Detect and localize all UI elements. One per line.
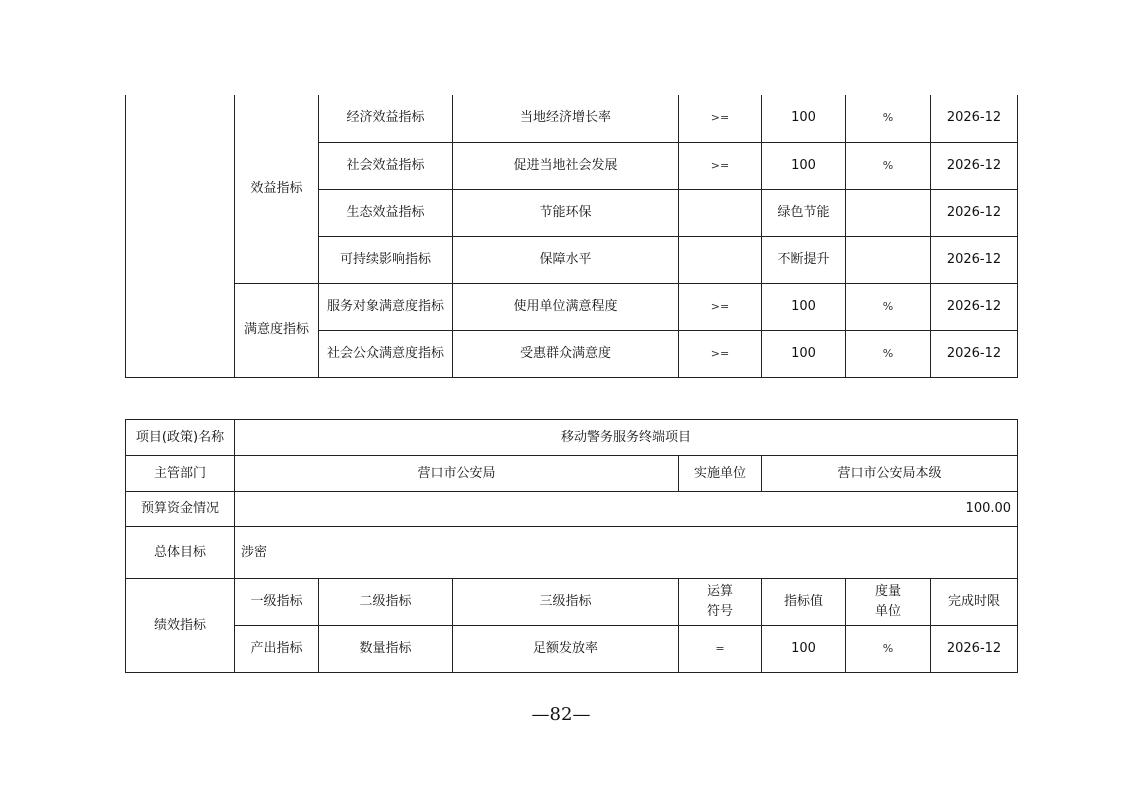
unit: % xyxy=(846,330,931,377)
indicator-value: 绿色节能 xyxy=(762,189,846,236)
level3-indicator: 促进当地社会发展 xyxy=(453,142,679,189)
unit xyxy=(846,189,931,236)
budget-label: 预算资金情况 xyxy=(126,492,235,527)
blank-cell xyxy=(126,95,235,377)
deadline: 2026-12 xyxy=(931,283,1018,330)
level3-indicator: 节能环保 xyxy=(453,189,679,236)
operator: >= xyxy=(679,330,762,377)
header-value: 指标值 xyxy=(762,579,846,626)
level2-indicator: 社会公众满意度指标 xyxy=(319,330,453,377)
level3-indicator: 保障水平 xyxy=(453,236,679,283)
header-level1: 一级指标 xyxy=(235,579,319,626)
level1-group-benefit: 效益指标 xyxy=(235,95,319,283)
page-number: —82— xyxy=(531,704,591,725)
indicator-value: 100 xyxy=(762,283,846,330)
level2-indicator: 可持续影响指标 xyxy=(319,236,453,283)
level3-indicator: 足额发放率 xyxy=(453,626,679,673)
indicator-table-continued xyxy=(125,95,1018,378)
header-level3: 三级指标 xyxy=(453,579,679,626)
level3-indicator: 当地经济增长率 xyxy=(453,95,679,142)
operator xyxy=(679,236,762,283)
level1-group-satisfaction: 满意度指标 xyxy=(235,283,319,377)
impl-label: 实施单位 xyxy=(679,456,762,492)
dept-label: 主管部门 xyxy=(126,456,235,492)
deadline: 2026-12 xyxy=(931,189,1018,236)
goal-value: 涉密 xyxy=(235,527,1018,579)
level2-indicator: 生态效益指标 xyxy=(319,189,453,236)
dept-value: 营口市公安局 xyxy=(235,456,679,492)
deadline: 2026-12 xyxy=(931,95,1018,142)
unit: % xyxy=(846,142,931,189)
operator: >= xyxy=(679,283,762,330)
deadline: 2026-12 xyxy=(931,236,1018,283)
impl-value: 营口市公安局本级 xyxy=(762,456,1018,492)
project-performance-table xyxy=(125,419,1018,673)
header-unit: 度量 单位 xyxy=(846,579,931,626)
indicator-value: 不断提升 xyxy=(762,236,846,283)
level1-indicator: 产出指标 xyxy=(235,626,319,673)
unit: % xyxy=(846,95,931,142)
goal-label: 总体目标 xyxy=(126,527,235,579)
operator: >= xyxy=(679,95,762,142)
operator: >= xyxy=(679,142,762,189)
indicator-value: 100 xyxy=(762,626,846,673)
header-level2: 二级指标 xyxy=(319,579,453,626)
level3-indicator: 使用单位满意程度 xyxy=(453,283,679,330)
operator: = xyxy=(679,626,762,673)
operator xyxy=(679,189,762,236)
deadline: 2026-12 xyxy=(931,142,1018,189)
project-name-label: 项目(政策)名称 xyxy=(126,420,235,456)
level3-indicator: 受惠群众满意度 xyxy=(453,330,679,377)
header-operator: 运算 符号 xyxy=(679,579,762,626)
unit xyxy=(846,236,931,283)
level2-indicator: 数量指标 xyxy=(319,626,453,673)
budget-value: 100.00 xyxy=(235,492,1018,527)
level2-indicator: 社会效益指标 xyxy=(319,142,453,189)
level2-indicator: 服务对象满意度指标 xyxy=(319,283,453,330)
perf-label: 绩效指标 xyxy=(126,579,235,673)
header-deadline: 完成时限 xyxy=(931,579,1018,626)
deadline: 2026-12 xyxy=(931,626,1018,673)
unit: % xyxy=(846,626,931,673)
indicator-value: 100 xyxy=(762,330,846,377)
unit: % xyxy=(846,283,931,330)
indicator-value: 100 xyxy=(762,95,846,142)
deadline: 2026-12 xyxy=(931,330,1018,377)
indicator-value: 100 xyxy=(762,142,846,189)
level2-indicator: 经济效益指标 xyxy=(319,95,453,142)
project-name-value: 移动警务服务终端项目 xyxy=(235,420,1018,456)
